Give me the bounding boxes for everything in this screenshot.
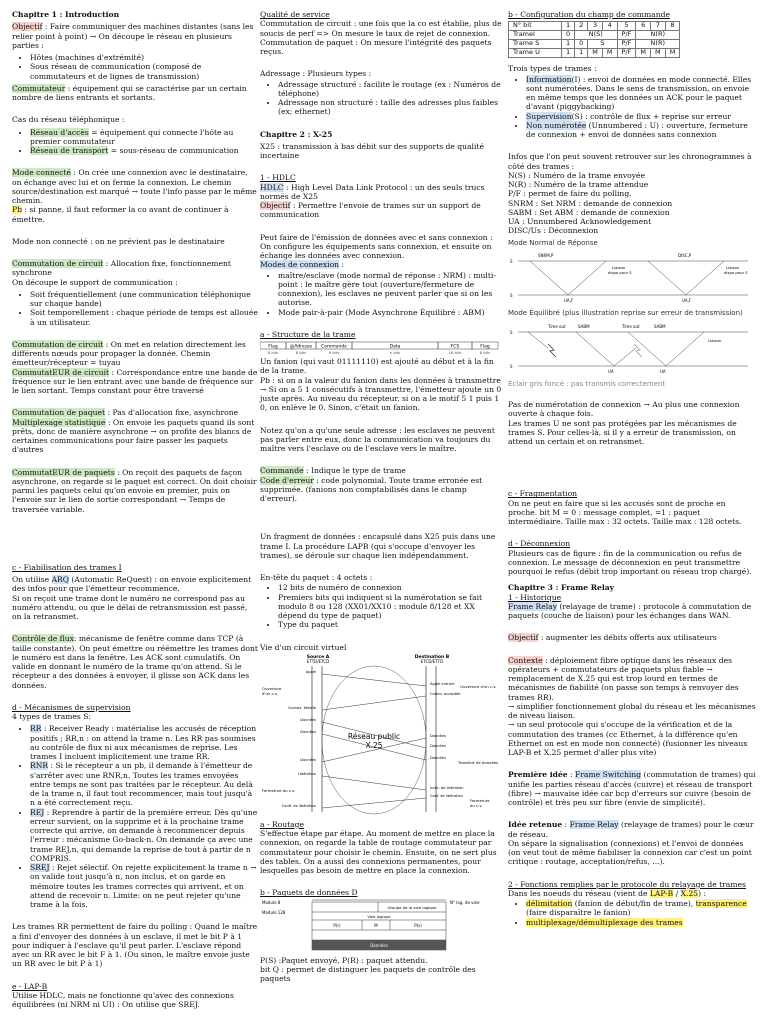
frame-relay-paragraph	[508, 602, 756, 621]
list-item	[526, 75, 756, 112]
pi-sep: :	[567, 770, 576, 780]
vc-left-label: Données	[300, 757, 316, 762]
table-cell: Trame S	[509, 40, 562, 49]
contexte-paragraph	[508, 656, 756, 758]
table-cell: M	[650, 49, 665, 58]
objectif-keyword: Objectif	[508, 633, 539, 643]
fig2-caption: Mode Équilibré (plus illustration reprise sur erreur de transmission)	[508, 309, 743, 318]
table-cell: M	[602, 49, 617, 58]
chapter-2-title: Chapitre 2 : X-25	[260, 129, 333, 139]
routage-text: S'effectue étape par étape. Au moment de mettre en place la connexion, on regarde la table de routage commutateur par commutateur pour choisir le chemin. Ensuite, on ne sert plus des tables. On a aussi des connexions permanentes, pour lesquelles pas besoin de mettre en place la connexion.	[260, 829, 497, 875]
hdlc-text: : High Level Data Link Protocol : un des seuls trucs normés de X25	[260, 182, 485, 201]
contexte-keyword: Contexte	[508, 655, 543, 665]
table-header-cell: 2	[575, 22, 588, 31]
frame-size: 8 bits	[267, 350, 279, 355]
objectif-text: : Faire communiquer des machines distantes (sans les relier point à point) → On découpe le réseau en plusieurs parties :	[12, 22, 254, 50]
modes-paragraph	[260, 260, 505, 269]
mode-non-connecte: Mode non connecté : on ne prévient pas le destinataire	[12, 236, 225, 246]
objectif-text: : Permettre l'envoie de trames sur un support de communication	[260, 201, 481, 220]
ua-label: UA,F	[564, 298, 574, 304]
controle-flux-keyword: Contrôle de flux	[12, 634, 74, 644]
commutateur-paquets-paragraph	[12, 468, 258, 514]
pr-label: P(r)	[333, 922, 341, 928]
list-item: • Soit fréquentiellement (une communication téléphonique sur chaque bande)	[30, 290, 258, 309]
idee-retenue-text: (relayage de trames) pour le cœur de réseau.	[508, 820, 754, 839]
command-field-table	[508, 21, 680, 58]
idee-retenue-paragraph	[508, 820, 756, 866]
commande-paragraph	[260, 466, 505, 503]
fragmentation-title: c - Fragmentation	[508, 489, 578, 499]
ir-sep: :	[562, 820, 570, 830]
idee-retenue-text-2: On sépare la signalisation (connexions) et l'envoi de données (on veut tout de même fiabiliser la connexion car c'est un point critique : routage, acceptation/refus, ...).	[508, 838, 752, 867]
structure-title: a - Structure de la trame	[260, 329, 356, 339]
supervision-list	[12, 724, 258, 909]
commutation-circuit-keyword: Commutation de circuit	[12, 259, 104, 268]
commutation-paquet-paragraph	[12, 408, 258, 454]
pb-text: : si panne, il faut reformer la co avant de continuer à émettre.	[12, 205, 229, 224]
fermeture-right-label: Fermeture	[470, 797, 490, 803]
transparence-text: (faire disparaître le fanion)	[526, 908, 631, 918]
frame-size: 8 bits	[295, 350, 307, 355]
ua-label: UA	[660, 368, 666, 374]
paquets-donnees-title: b - Paquets de données D	[260, 888, 358, 898]
table-cell: 1	[575, 49, 588, 58]
fermeture-right-label: du c.v.	[470, 802, 483, 808]
table-cell: Trame U	[509, 49, 562, 58]
frame-size: 8 bits	[328, 350, 340, 355]
table-cell: M	[636, 49, 651, 58]
ouverture-left-label: d'un c.v.	[262, 690, 278, 696]
num-voie-label: N° log. de voie	[450, 899, 480, 905]
column-right	[508, 10, 756, 930]
supervision-keyword: Supervision	[526, 111, 572, 121]
frame-relay-text: (relayage de trame) : protocole à commutation de paquets (couche de liaison) pour les échanges dans WAN.	[508, 601, 752, 621]
frame-field-adresse: @Adresse	[289, 344, 313, 350]
rr-text: : Receiver Ready : matérialise les accusés de réception positifs ; RR,n : on attend la trame n. Les RR pas soumises au contrôle de flux ni aux mécanismes de reprise. Les trames I incluent implicitement une trame RR.	[30, 724, 257, 761]
list-item	[30, 146, 258, 155]
modes-keyword: Modes de connexion	[260, 260, 340, 270]
list-item	[30, 128, 258, 147]
vie-circuit-title: Vie d'un circuit virtuel	[260, 642, 347, 652]
info-line: UA : Unnumbered Acknowledgement	[508, 217, 652, 226]
objectif-keyword: Objectif	[260, 201, 291, 210]
multiplexage-keyword: Multiplexage statistique	[12, 417, 106, 427]
table-cell: 1	[562, 40, 575, 49]
commande-text: : Indique le type de trame	[303, 466, 406, 476]
modulo-8-label: Modulo 8	[262, 899, 281, 905]
list-item: • 12 bits de numéro de connexion	[278, 583, 505, 592]
rej-text: : Reprendre à partir de la première erreur. Dès qu'une erreur survient, on la supprime et à la prochaine trame correcte qui arrive, on demande à recommencer depuis l'erreur : mécanisme Go-back-n. On demande ça avec une trame REJ,n, qui demande la reprise de tout à partir de n COMPRIS.	[30, 807, 258, 863]
source-sub-label: ETTD/ETCD	[306, 658, 330, 664]
x25-intro: X25 : transmission à bas débit sur des supports de qualité incertaine	[260, 141, 484, 160]
nrm-sequence-diagram	[508, 249, 753, 307]
list-item: • Sous réseau de communication (composé de commutateurs et de lignes de transmission)	[30, 62, 258, 81]
objectif-paragraph	[12, 22, 258, 50]
multiplexage-text: : On envoie les paquets quand ils sont prêts, donc de manière asynchrone → on profite des blancs de certaines communications pour faire passer les paquets d'autres	[12, 417, 255, 455]
trames-u-text: Les trames U ne sont pas protégées par les mécanismes de trames S. Pour celles-là, si il y a erreur de transmission, on attend un certain et on retransmet.	[508, 418, 737, 447]
fiabilisation-title: c - Fiabilisation des trames I	[12, 562, 122, 572]
dest-label: Destination B	[414, 654, 450, 660]
station-label: S	[510, 329, 513, 335]
qos-title: Qualité de service	[260, 10, 330, 19]
trois-types-intro: Trois types de trames :	[508, 64, 597, 74]
multiplexage-keyword: multiplexage/démultiplexage des trames	[526, 917, 683, 927]
vc-right-label: Données	[430, 755, 446, 760]
ua-label: UA,F	[682, 298, 692, 304]
table-cell: P/F	[617, 49, 636, 58]
list-item	[526, 112, 756, 121]
historique-title: 1 - Historique	[508, 592, 562, 602]
decoupe-text: On découpe le support de communication :	[12, 277, 178, 287]
objectif-paragraph	[508, 633, 756, 642]
transport-text: = sous-réseau de communication	[108, 146, 239, 155]
lapb-keyword: LAP-B	[649, 888, 674, 898]
controle-flux-paragraph	[12, 634, 258, 690]
fonctions-list	[508, 899, 756, 927]
acces-text: = équipement qui connecte l'hôte au premier commutateur	[30, 127, 234, 146]
reseau-public-label: Réseau public	[347, 731, 401, 741]
mode-connecte-text: : On crée une connexion avec le destinataire, on échange avec lui et on ferme la connexion. Le chemin source/destination est marqué → toute l'info passe par le même chemin.	[12, 168, 257, 205]
x25-label: X.25	[365, 740, 383, 750]
premiere-idee-text: (commutation de trames) qui unifie les parties réseau d'accès (cuivre) et réseau de transport (fibre) → mauvaise idée car bcp d'erreurs sur cuivre (besoin de contrôle) et très peu sur fibre (envie de simplicité).	[508, 770, 756, 808]
lapb-text: Utilise HDLC, mais ne fonctionne qu'avec des connexions équilibrées (ni NRM ni UI) : On utilise que SREJ.	[12, 990, 234, 1009]
list-item	[30, 761, 258, 807]
frame-relay-2-keyword: Frame Relay	[569, 820, 619, 830]
chapter-1-title: Chapitre 1 : Introduction	[12, 10, 120, 19]
frame-structure-diagram	[260, 340, 500, 356]
transport-keyword: Réseau de transport	[30, 146, 109, 155]
table-cell: TrameI	[509, 31, 562, 40]
objectif-text: : augmenter les débits offerts aux utilisateurs	[538, 633, 717, 643]
table-cell: M	[665, 49, 680, 58]
x25-keyword: X.25	[680, 888, 699, 898]
supervision-text: (S) : contrôle de flux + reprise sur erreur	[571, 111, 732, 121]
modulo-128-label: Modulo 128	[262, 909, 286, 915]
ps-pr-text: P(S) :Paquet envoyé, P(R) : paquet attendu.	[260, 955, 428, 965]
frame-size: n bits	[389, 350, 401, 355]
info-line: DISC/Us : Déconnexion	[508, 226, 599, 236]
adressage-list	[260, 80, 505, 117]
dest-sub-label: ETCD/ETTD	[420, 658, 444, 664]
code-erreur-keyword: Code d'erreur	[260, 475, 314, 485]
column-left	[12, 10, 258, 1012]
frame-field-data: Data	[389, 344, 401, 350]
table-header-cell: N° bit	[509, 22, 562, 31]
vc-right-label: Conf. de libération	[430, 793, 463, 798]
hdlc-paragraph	[260, 183, 505, 220]
info-line: N(S) : Numéro de la trame envoyée	[508, 170, 645, 180]
entete-list	[260, 583, 505, 629]
modes-list	[260, 271, 505, 317]
commutateur-paragraph	[12, 84, 258, 103]
table-cell: 1	[562, 49, 575, 58]
commutation-circuit-paragraph	[12, 259, 258, 287]
timeout-label: Time out	[548, 323, 566, 329]
table-cell: P/F	[617, 40, 636, 49]
commutateur-circuit-text: : Correspondance entre une bande de fréquence sur le lien entrant avec une bande de fréquence sur le lien sortant. Temps constant pour être traversé	[12, 367, 258, 395]
groupe-voie-label: Groupe de la voie logique	[387, 904, 437, 910]
fragmentation-text: On ne peut en faire que si les accusés sont de proche en proche. bit M = 0 : message complet, =1 : paquet intermédiaire. Taille max : 32 octets. Taille max : 128 octets.	[508, 498, 742, 527]
list-item	[30, 808, 258, 864]
snrm-label: SNRM,P	[538, 253, 554, 259]
numerotation-text: Pas de numérotation de connexion → Au plus une connexion ouverte à chaque fois.	[508, 400, 740, 419]
ps-label: P(s)	[414, 922, 422, 928]
commande-keyword: Commande	[260, 466, 304, 476]
list-item: • Soit temporellement : chaque période de temps est allouée à un utilisateur.	[30, 308, 258, 327]
list-item: • Adressage structuré : facilite le routage (ex : Numéros de téléphone)	[278, 80, 505, 99]
vc-right-label: Données	[430, 743, 446, 748]
list-item	[30, 863, 258, 909]
hdlc-p2: Peut faire de l'émission de données avec et sans connexion : On configure les équipements sans connexion, et ensuite on échange les données avec connexion.	[260, 232, 493, 260]
list-item: • maître/esclave (mode normal de réponse : NRM) : multi-point : le maître gère tout (ouverture/fermeture de connexion), les esclaves ne peuvent parler que si on les autorise.	[278, 271, 505, 308]
hdlc-title: 1 - HDLC	[260, 173, 296, 183]
contexte-text-3: → un seul protocole qui s'occupe de la vérification et de la commutation des trames (cc Ethernet, à la différence qu'en Ethernet on est en mode non connecté) (fusionner les niveaux LAP-B et X.25 permet d'aller plus vite)	[508, 720, 748, 758]
fonc-end: ) :	[698, 888, 707, 898]
liaison-label: Liaison	[708, 337, 722, 343]
non-numerotee-keyword: Non numérotée	[526, 120, 587, 130]
mecanismes-title: d - Mécanismes de supervision	[12, 702, 131, 712]
commutation-circuit-2-keyword: Commutation de circuit	[12, 339, 104, 349]
modes-after: :	[339, 260, 345, 270]
fonctions-intro	[508, 889, 756, 898]
sabm-label: SABM	[654, 323, 666, 329]
rr-keyword: RR	[30, 724, 42, 734]
fonc-mid: /	[673, 888, 681, 898]
dispo-label: dispo pour S	[608, 270, 632, 276]
hdlc-keyword: HDLC	[260, 182, 284, 192]
vc-right-label: Indic. de libération	[430, 785, 464, 790]
source-label: Source A	[306, 654, 330, 660]
lapb-title: e - LAP-B	[12, 981, 48, 991]
commutation-paquet-text: : Pas d'allocation fixe, asynchrone	[105, 408, 239, 418]
table-cell: P/F	[617, 31, 636, 40]
vc-right-label: Comm. acceptée	[430, 691, 461, 696]
table-header-cell: 3	[588, 22, 603, 31]
sabm-label: SABM	[578, 323, 590, 329]
parts-list	[12, 53, 258, 81]
pb-keyword: Pb	[12, 205, 22, 215]
information-keyword: Information	[526, 74, 572, 84]
fonctions-title: 2 - Fonctions remplies par le protocole du relayage de trames	[508, 879, 746, 889]
list-item: • Type du paquet	[278, 620, 505, 629]
code-erreur-text: : code polynomial. Toute trame erronée est supprimée. (fanions non comptabilisés dans le champ d'erreur).	[260, 475, 483, 503]
premiere-idee-paragraph	[508, 770, 756, 807]
mode-connecte-paragraph	[12, 168, 258, 224]
rnr-text: : Si le récepteur a un pb, il demande à l'émetteur de s'arrêter avec une RNR,n. Toutes les trames envoyées entre temps ne sont pas traitées par le récepteur. Au delà de la trame n, il faut tout recommencer, mais tout jusqu'à n a été correctement reçu.	[30, 761, 253, 808]
vc-right-label: Appel entrant	[430, 681, 455, 686]
table-header-cell: 7	[650, 22, 665, 31]
station-label: S	[510, 259, 513, 265]
table-header-cell: 4	[602, 22, 617, 31]
table-cell: N(R)	[636, 40, 680, 49]
list-item: • Premiers bits qui indiquent si la numérotation se fait modulo 8 ou 128 (XX01/XX10 : module 8/128 et XX dépend du type de paquet)	[278, 593, 505, 621]
table-cell: N(R)	[636, 31, 680, 40]
tel-intro: Cas du réseau téléphonique :	[12, 115, 125, 125]
fig1-caption: Mode Normal de Réponse	[508, 238, 598, 247]
decoupe-list	[12, 290, 258, 327]
bit-q-text: bit Q : permet de distinguer les paquets de contrôle des paquets	[260, 964, 476, 983]
timeout-label: Time out	[622, 323, 640, 329]
premiere-idee-label: Première idée	[508, 770, 568, 780]
srej-keyword: SREJ	[30, 863, 50, 872]
list-item: • Hôtes (machines d'extrémité)	[30, 53, 258, 62]
srej-text: : Rejet sélectif. On rejette explicitement la trame n → on valide tout jusqu'à n, non inclus, et on garde en mémoire toutes les trames correctes qui arrivent, et on attend de recevoir n. Limite: on ne peut rejeter qu'une trame à la fois.	[30, 863, 257, 909]
frame-field-commande: Commande	[321, 344, 347, 350]
station-label: S	[510, 363, 513, 369]
fragment-text: Un fragment de données : encapsulé dans X25 puis dans une trame I. La procédure LAPB (qui s'occupe d'envoyer les trames), se déroule sur chaque lien indépendamment.	[260, 532, 496, 560]
arq-keyword: ARQ	[51, 575, 70, 584]
table-cell: N(S)	[575, 31, 617, 40]
commutation-paquet-keyword: Commutation de paquet	[12, 408, 106, 418]
fiab-text-2: Si on reçoit une trame dont le numéro ne correspond pas au numéro attendu, ou que le délai de retransmission est passé, on la retransmet.	[12, 593, 248, 621]
commutation-circuit-text: : Allocation fixe, fonctionnement synchrone	[12, 259, 231, 278]
list-item	[30, 724, 258, 761]
voie-logique-label: Voie logique	[367, 913, 391, 919]
transparence-keyword: transparence	[695, 899, 747, 909]
fanion-text: Un fanion (qui vaut 01111110) est ajouté au début et à la fin de la trame.	[260, 357, 494, 376]
rr-polling-paragraph: Les trames RR permettent de faire du polling : Quand le maître a fini d'envoyer des données à un esclave, il met le bit P à 1 pour indiquer à l'esclave qu'il peut parler. L'esclave répond avec un RR avec le bit F à 1. (Ou sinon, le maître envoie juste un RR avec le bit P à 1)	[12, 922, 258, 969]
contexte-text: : déploiement fibre optique dans les réseaux des opérateurs + commutateurs de paquets plus fiable → remplacement de X.25 qui est trop lourd en termes de mécanismes de fiabilité (on passe son temps à renvoyer des trames RR).	[508, 655, 739, 702]
table-row	[509, 49, 680, 58]
fiab-text: (Automatic ReQuest) : on envoie explicitement des infos pour que l'émetteur recommence.	[12, 575, 252, 594]
station-label: S	[510, 293, 513, 299]
qos-text: Commutation de circuit : une fois que la co est établie, plus de soucis de perf => On mesure le taux de rejet de connexion. Commutation de paquet : On mesure l'intégrité des paquets reçus.	[260, 19, 502, 56]
table-header-cell: 8	[665, 22, 680, 31]
virtual-circuit-diagram	[260, 652, 505, 820]
table-cell: 0	[562, 31, 575, 40]
transfert-label: Transfert de données	[458, 759, 499, 765]
commutateur-paquets-text: : On reçoit des paquets de façon asynchrone, on regarde si le paquet est correct. On doit choisir parmi les paquets celui qu'on envoie en premier, puis on l'envoie sur le lien de sortie correspondant → Temps de traversée variable.	[12, 467, 257, 514]
mecanismes-intro: 4 types de trames S:	[12, 712, 91, 721]
list-item	[526, 899, 756, 918]
deconnexion-title: d - Déconnexion	[508, 539, 571, 549]
objectif-keyword: Objectif	[12, 22, 43, 32]
table-header-cell: 5	[617, 22, 636, 31]
table-cell: S	[588, 40, 617, 49]
commutation-circuit-2-text: : On met en relation directement les différents nœuds pour propager la donnée. Chemin émetteur/récepteur = tuyau	[12, 339, 246, 368]
ua-label: UA	[608, 368, 614, 374]
information-text: (I) : envoi de données en mode connecté. Elles sont numérotées. Dans le sens de transmission, on envoie en même temps que les données un ACK pour le paquet d'avant (piggybacking)	[526, 74, 752, 112]
list-item	[526, 121, 756, 140]
controle-flux-text: : mécanisme de fenêtre comme dans TCP (à taille constante). On peut émettre ou réémettre les trames dont le numéro est dans la fenêtre. Les ACK sont cumulatifs. On valide en donnant le numéro de la trame qu'on attend. Si le récepteur a des données à envoyer, il glisse son ACK dans les données.	[12, 634, 258, 690]
mode-connecte-keyword: Mode connecté	[12, 168, 72, 178]
fiab-pre: On utilise	[12, 575, 52, 584]
info-line: P/F : permet de faire du polling.	[508, 189, 632, 199]
list-item	[526, 918, 756, 927]
tel-list	[12, 128, 258, 156]
frame-size: 8 bits	[479, 350, 491, 355]
vc-left-label: Données	[300, 729, 316, 734]
table-header-cell: 1	[562, 22, 575, 31]
commutateur-paquets-keyword: CommutatEUR de paquets	[12, 467, 115, 477]
packet-diagram	[260, 898, 505, 956]
delimitation-text: (fanion de début/fin de trame),	[572, 899, 696, 909]
donnees-label: Données	[370, 942, 388, 948]
rej-keyword: REJ	[30, 807, 45, 817]
table-header-cell: 6	[636, 22, 651, 31]
vc-left-label: Connex. établie	[287, 705, 316, 710]
frame-field-flag-end: Flag	[480, 344, 490, 350]
frame-field-flag: Flag	[268, 344, 278, 350]
vc-left-label: Confi. de libération	[281, 803, 316, 808]
commutateur-keyword: Commutateur	[12, 83, 66, 93]
config-champ-title: b - Configuration du champ de commande	[508, 10, 670, 19]
commutateur-circuit-keyword: CommutatEUR de circuit	[12, 367, 110, 377]
note-adresse-text: Notez qu'on a qu'une seule adresse : les esclaves ne peuvent pas parler entre eux, donc la communication va toujours du maître vers l'esclave ou de l'esclave vers le maître.	[260, 425, 495, 453]
info-line: N(R) : Numéro de la trame attendue	[508, 180, 649, 189]
infos-lines	[508, 171, 756, 236]
liaison-label: Liaison	[612, 265, 626, 271]
deconnexion-text: Plusieurs cas de figure : fin de la communication ou refus de connexion. Le message de déconnexion en peut transmettre pourquoi le refus (débit trop important ou réseau trop chargé).	[508, 548, 752, 577]
liaison-label: Liaison	[726, 265, 740, 271]
info-line: SNRM : Set NRM : demande de connexion	[508, 198, 673, 208]
table-cell: 0	[575, 40, 588, 49]
delimitation-keyword: délimitation	[526, 899, 573, 909]
fig-note: Éclair gris foncé : pas transmis correctement	[508, 379, 666, 388]
entete-intro: En-tête du paquet : 4 octets :	[260, 573, 373, 582]
vc-left-label: Appel	[305, 669, 316, 674]
frame-switching-keyword: Frame Switching	[575, 770, 642, 780]
abm-sequence-diagram	[508, 320, 753, 378]
acces-keyword: Réseau d'accès	[30, 127, 89, 137]
chapter-3-title: Chapitre 3 : Frame Relay	[508, 583, 615, 593]
fanion-pb-text: Pb : si on a la valeur du fanion dans les données à transmettre → Si on a 5 1 consécutifs à transmettre, l'émetteur ajoute un 0 juste après. Au niveau du récepteur, si on a le motif 5 1 puis 1 0, on enlève le 0. Sinon, c'était un fanion.	[260, 375, 502, 413]
commutation-circuit-2-paragraph	[12, 340, 258, 396]
routage-title: a - Routage	[260, 819, 305, 829]
idee-retenue-label: Idée retenue	[508, 820, 563, 830]
list-item: • Mode pair-à-pair (Mode Asynchrone Équilibré : ABM)	[278, 308, 505, 317]
vc-left-label: Libération	[297, 771, 316, 776]
dispo-label: dispo pour S	[724, 270, 748, 276]
ouverture-left-label: Ouverture	[262, 685, 282, 691]
m-label: M	[374, 922, 378, 928]
list-item: • Adressage non structuré : taille des adresses plus faibles (ex; ethernet)	[278, 98, 505, 117]
fonc-pre: Dans les noeuds du réseau (vient de	[508, 888, 650, 898]
table-cell: M	[588, 49, 603, 58]
adressage-intro: Adressage : Plusieurs types :	[260, 69, 372, 79]
fiabilisation-paragraph	[12, 575, 258, 621]
disc-label: DISC,P	[678, 253, 692, 259]
vc-left-label: Données	[300, 717, 316, 722]
frame-size: 16 bits	[448, 350, 462, 355]
fermeture-left-label: Fermeture du c.v.	[262, 787, 296, 793]
frame-types-list	[508, 75, 756, 140]
commutateur-text: : équipement qui se caractérise par un certain nombre de liens entrants et sortants.	[12, 83, 247, 102]
frame-relay-keyword: Frame Relay	[508, 601, 557, 611]
ouverture-right-label: Ouverture d'un c.v.	[460, 683, 497, 689]
infos-chronogrammes: Infos que l'on peut souvent retrouver sur les chronogrammes à côté des trames :	[508, 152, 752, 171]
contexte-text-2: → simplifier fonctionnement global du réseau et les mécanismes de niveau liaison.	[508, 701, 756, 721]
vc-right-label: Données	[430, 733, 446, 738]
frame-field-fcs: FCS	[450, 344, 460, 350]
rnr-keyword: RNR	[30, 761, 49, 771]
info-line: SABM : Set ABM : demande de connexion	[508, 207, 670, 217]
column-middle	[260, 10, 505, 986]
non-numerotee-text: (Unnumbered : U) : ouverture, fermeture de connexion + envoi de données sans connexion	[526, 120, 748, 139]
